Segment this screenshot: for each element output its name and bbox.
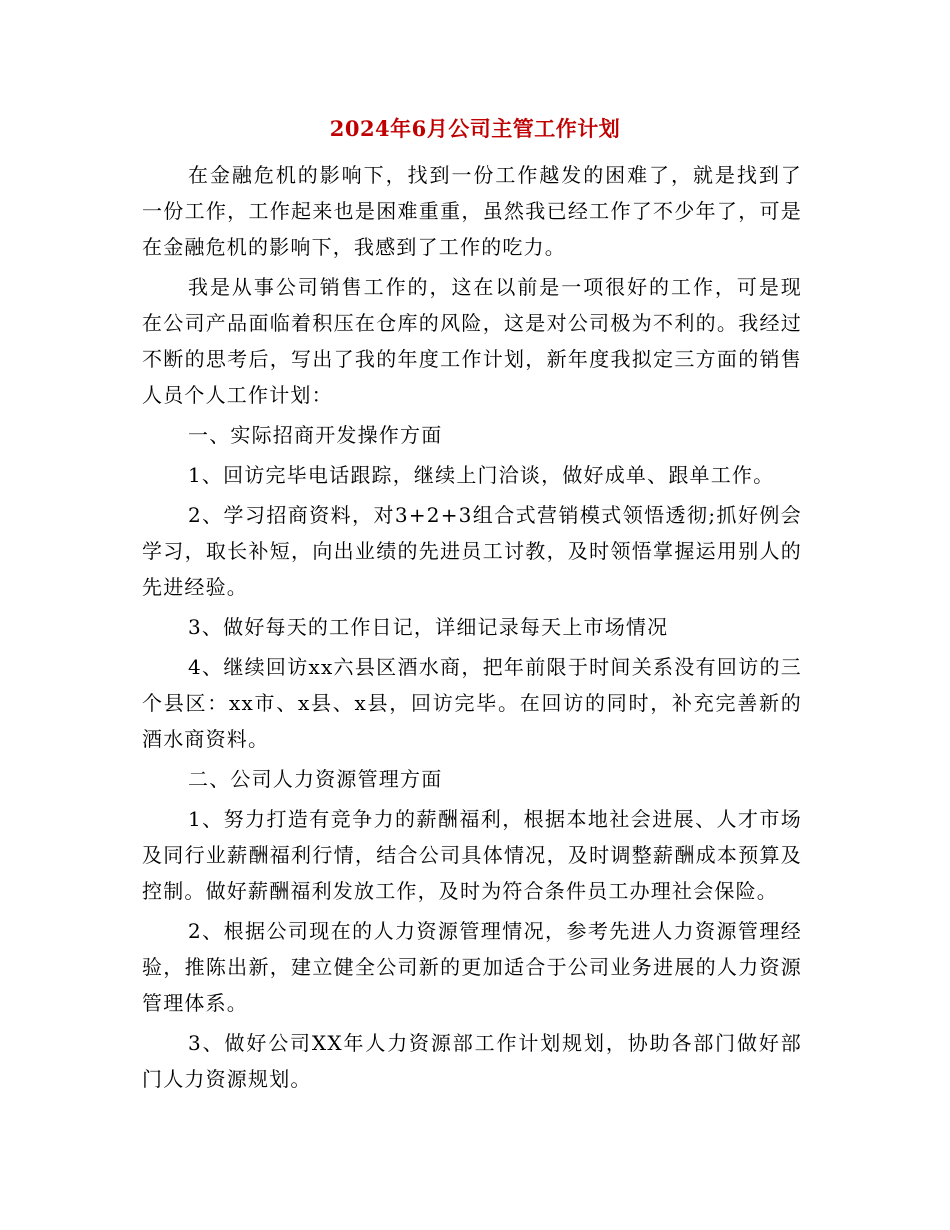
list-item: 3、做好每天的工作日记，详细记录每天上市场情况	[188, 615, 669, 639]
list-item: 3、做好公司XX年人力资源部工作计划规划，协助各部门做好部门人力资源规划。	[142, 1031, 802, 1091]
section-heading-2: 二、公司人力资源管理方面	[188, 767, 443, 791]
list-item: 2、根据公司现在的人力资源管理情况，参考先进人力资源管理经验，推陈出新，建立健全公司新的更加适合于公司业务进展的人力资源管理体系。	[142, 919, 802, 1015]
list-item: 4、继续回访xx六县区酒水商，把年前限于时间关系没有回访的三个县区：xx市、x县、x县，回访完毕。在回访的同时，补充完善新的酒水商资料。	[142, 655, 802, 751]
document-title: 2024年6月公司主管工作计划	[329, 116, 621, 141]
section-heading-1: 一、实际招商开发操作方面	[188, 423, 443, 447]
list-item: 2、学习招商资料，对3+2+3组合式营销模式领悟透彻;抓好例会学习，取长补短，向出业绩的先进员工讨教，及时领悟掌握运用别人的先进经验。	[142, 503, 802, 599]
list-item: 1、回访完毕电话跟踪，继续上门洽谈，做好成单、跟单工作。	[188, 463, 775, 487]
list-item: 1、努力打造有竞争力的薪酬福利，根据本地社会进展、人才市场及同行业薪酬福利行情，结合公司具体情况，及时调整薪酬成本预算及控制。做好薪酬福利发放工作，及时为符合条件员工办理社会保险。	[142, 807, 802, 903]
paragraph-background: 我是从事公司销售工作的，这在以前是一项很好的工作，可是现在公司产品面临着积压在仓库的风险，这是对公司极为不利的。我经过不断的思考后，写出了我的年度工作计划，新年度我拟定三方面的销售人员个人工作计划：	[142, 275, 802, 407]
document-body	[142, 157, 802, 1101]
paragraph-intro: 在金融危机的影响下，找到一份工作越发的困难了，就是找到了一份工作，工作起来也是困难重重，虽然我已经工作了不少年了，可是在金融危机的影响下，我感到了工作的吃力。	[142, 163, 802, 259]
